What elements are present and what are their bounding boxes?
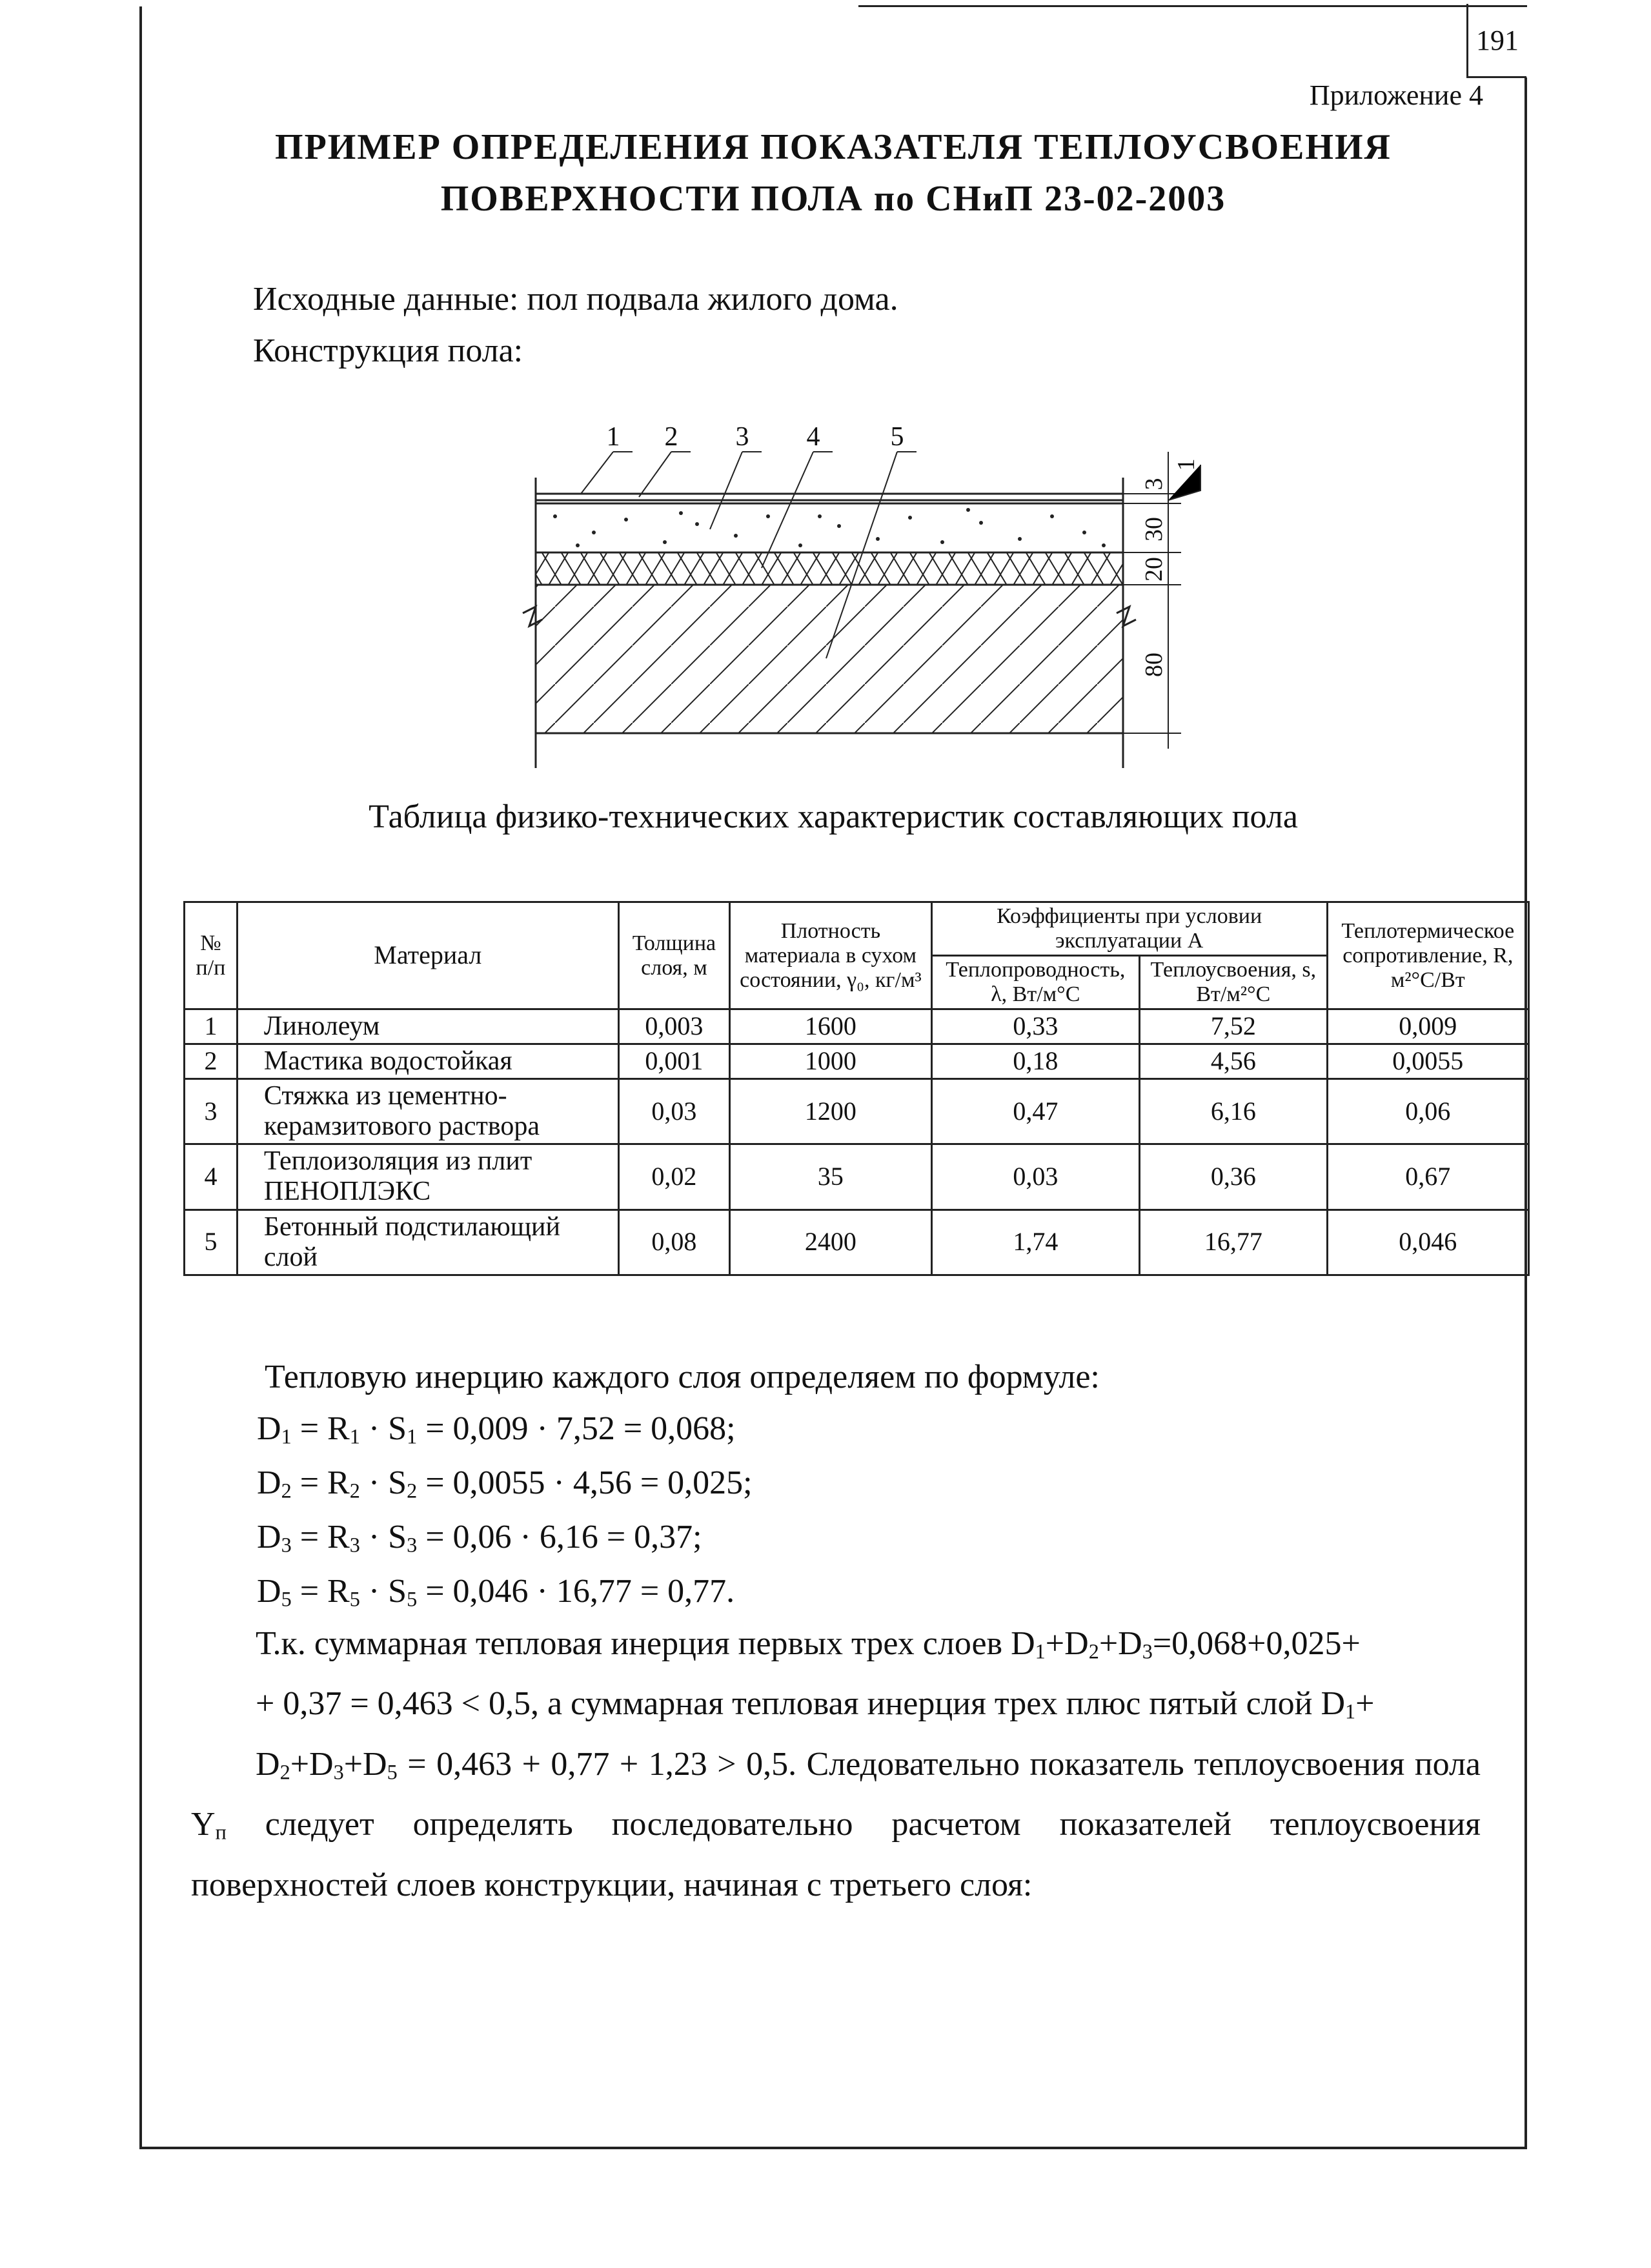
conclusion-part-1: Т.к. суммарная тепловая инерция первых трех слоев — [256, 1625, 1003, 1662]
cell-lambda: 0,03 — [931, 1144, 1139, 1210]
formula-d2-value: = 0,0055 · 4,56 = 0,025; — [425, 1464, 753, 1501]
table-row — [185, 1044, 1529, 1079]
initial-data-text: Исходные данные: пол подвала жилого дома. — [253, 281, 898, 318]
dim-label-20: 20 — [1140, 557, 1168, 582]
col-material-header: Материал — [237, 902, 618, 1009]
col-num-header: № п/п — [185, 902, 238, 1009]
materials-table — [183, 901, 1530, 1276]
layer-label-5: 5 — [890, 422, 904, 452]
page-frame-left — [139, 6, 142, 2148]
page-number: 191 — [1466, 4, 1526, 78]
cell-num: 5 — [185, 1210, 238, 1275]
cell-thickness: 0,08 — [618, 1210, 729, 1275]
formula-d5: $D_5 = R_5 \cdot S_5 = 0,046 \cdot 16,77 = 0,77$. — [257, 1573, 735, 1611]
table-row — [185, 1009, 1529, 1044]
table-row — [185, 1210, 1529, 1275]
formula-d2: $D_2 = R_2 \cdot S_2 = 0,0055 \cdot 4,56 = 0,025$; — [257, 1464, 753, 1503]
screed-dots — [553, 508, 1106, 547]
cell-r: 0,046 — [1327, 1210, 1528, 1275]
col-density-header: Плотность материала в сухом состоянии, γ₀, кг/м³ — [730, 902, 931, 1009]
dim-label-30: 30 — [1140, 517, 1168, 542]
layer-label-3: 3 — [735, 422, 749, 452]
col-coef-group-header: Коэффициенты при условии эксплуатации А — [931, 902, 1327, 956]
cell-density: 35 — [730, 1144, 931, 1210]
conclusion-part-4: следует определять последовательно расчетом показателей теплоусвоения поверхностей слоев конструкции, начиная с третьего слоя: — [191, 1806, 1481, 1903]
cell-num: 1 — [185, 1009, 238, 1044]
cell-r: 0,06 — [1327, 1079, 1528, 1144]
table-caption: Таблица физико-технических характеристик составляющих пола — [369, 798, 1298, 835]
cell-lambda: 1,74 — [931, 1210, 1139, 1275]
col-thickness-header: Толщина слоя, м — [618, 902, 729, 1009]
title-line-1: ПРИМЕР ОПРЕДЕЛЕНИЯ ПОКАЗАТЕЛЯ ТЕПЛОУСВОЕНИЯ — [275, 127, 1392, 167]
cell-s: 4,56 — [1140, 1044, 1328, 1079]
cell-num: 4 — [185, 1144, 238, 1210]
layer-label-1: 1 — [606, 422, 620, 452]
formula-d1-value: = 0,009 · 7,52 = 0,068; — [425, 1410, 736, 1447]
cell-num: 2 — [185, 1044, 238, 1079]
layer-label-4: 4 — [806, 422, 820, 452]
cell-material: Линолеум — [237, 1009, 618, 1044]
cell-density: 2400 — [730, 1210, 931, 1275]
cell-r: 0,67 — [1327, 1144, 1528, 1210]
cell-thickness: 0,003 — [618, 1009, 729, 1044]
formula-d1: $D_1 = R_1 \cdot S_1 = 0,009 \cdot 7,52 = 0,068$; — [257, 1410, 736, 1448]
layer-label-2: 2 — [664, 422, 678, 452]
formula-intro: Тепловую инерцию каждого слоя определяем по формуле: — [265, 1359, 1100, 1395]
col-conductivity-header: Теплопроводность, λ, Вт/м°С — [931, 956, 1139, 1009]
table-row — [185, 1079, 1529, 1144]
cell-s: 0,36 — [1140, 1144, 1328, 1210]
cell-thickness: 0,02 — [618, 1144, 729, 1210]
cell-r: 0,009 — [1327, 1009, 1528, 1044]
conclusion-paragraph: Т.к. суммарная тепловая инерция первых трех слоев $D_1+D_2+D_3=0,068+0,025+$ + 0,37 = 0,463 < 0,5, а суммарная тепловая инерция трех плюс пятый слой $D_1+$ $D_2+D_3+D_5 = 0,463 + 0,77 + 1,23 > 0,5$. Следовательно показатель теплоусвоения пола $Y_п$ следует определять последовательно расчетом показателей теплоусвоения поверхностей слоев конструкции, начиная с третьего слоя: — [191, 1625, 1481, 1903]
page-frame-bottom — [139, 2147, 1527, 2149]
table-row — [185, 1144, 1529, 1210]
title-line-2: ПОВЕРХНОСТИ ПОЛА по СНиП 23-02-2003 — [440, 179, 1226, 219]
cell-s: 7,52 — [1140, 1009, 1328, 1044]
conclusion-part-2: + 0,37 = 0,463 < 0,5, а суммарная тепловая инерция трех плюс пятый слой — [256, 1685, 1313, 1723]
appendix-label: Приложение 4 — [1309, 79, 1483, 111]
cell-lambda: 0,47 — [931, 1079, 1139, 1144]
construction-label: Конструкция пола: — [253, 332, 523, 369]
cell-density: 1000 — [730, 1044, 931, 1079]
cell-s: 6,16 — [1140, 1079, 1328, 1144]
col-absorption-header: Теплоусвоения, s, Вт/м²°С — [1140, 956, 1328, 1009]
cell-material: Мастика водостойкая — [237, 1044, 618, 1079]
formula-d3: $D_3 = R_3 \cdot S_3 = 0,06 \cdot 6,16 = 0,37$; — [257, 1519, 702, 1557]
dim-label-3: 3 — [1140, 478, 1168, 491]
dim-label-80: 80 — [1140, 653, 1168, 677]
conclusion-sum-value: =0,068+0,025+ — [1152, 1625, 1361, 1662]
page-frame-top — [858, 5, 1527, 7]
formula-d3-value: = 0,06 · 6,16 = 0,37; — [425, 1519, 702, 1555]
col-resistance-header: Теплотермическое сопротивление, R, м²°С/Вт — [1327, 902, 1528, 1009]
cell-num: 3 — [185, 1079, 238, 1144]
cell-thickness: 0,03 — [618, 1079, 729, 1144]
cell-material: Стяжка из цементно-керамзитового раствора — [237, 1079, 618, 1144]
cell-thickness: 0,001 — [618, 1044, 729, 1079]
cell-material: Теплоизоляция из плит ПЕНОПЛЭКС — [237, 1144, 618, 1210]
cell-density: 1200 — [730, 1079, 931, 1144]
cell-density: 1600 — [730, 1009, 931, 1044]
floor-construction-diagram — [516, 413, 1226, 775]
dim-label-1: 1 — [1173, 458, 1200, 471]
cell-lambda: 0,33 — [931, 1009, 1139, 1044]
cell-r: 0,0055 — [1327, 1044, 1528, 1079]
formula-d5-value: = 0,046 · 16,77 = 0,77. — [425, 1573, 735, 1610]
cell-material: Бетонный подстилающий слой — [237, 1210, 618, 1275]
conclusion-part-3: = 0,463 + 0,77 + 1,23 > 0,5. Следовательно показатель теплоусвоения пола — [407, 1745, 1481, 1783]
cell-s: 16,77 — [1140, 1210, 1328, 1275]
cell-lambda: 0,18 — [931, 1044, 1139, 1079]
